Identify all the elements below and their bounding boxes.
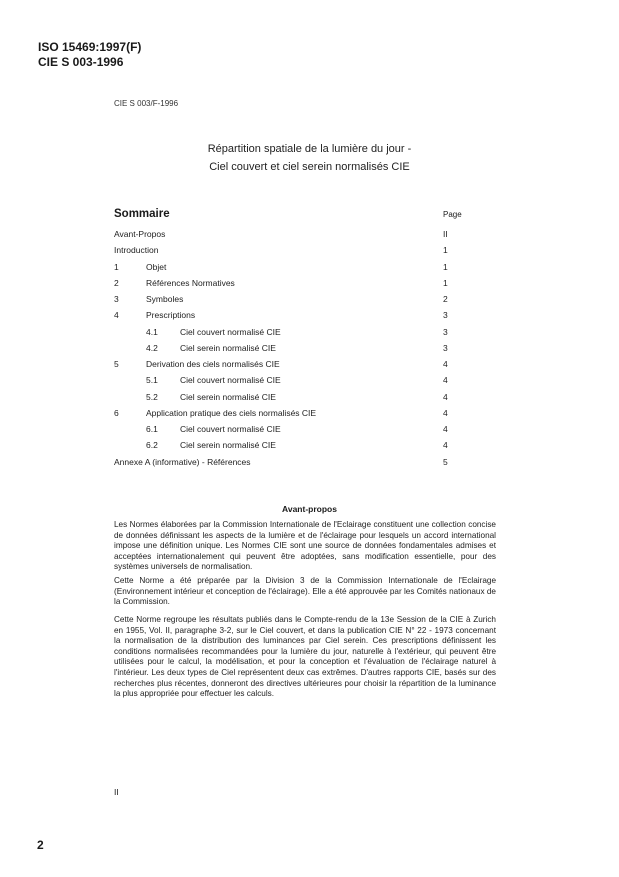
- toc-entry: [0, 276, 619, 290]
- toc-entry: [0, 292, 619, 306]
- toc-entry: [0, 390, 619, 404]
- toc-entry: [0, 406, 619, 420]
- toc-entry-page: 4: [443, 391, 448, 402]
- toc-entry-label: Prescriptions: [146, 310, 196, 321]
- toc-entry-label: Ciel couvert normalisé CIE: [180, 375, 281, 386]
- avant-propos-paragraph: Cette Norme regroupe les résultats publiés dans le Compte-rendu de la 13e Session de la CIE à Zurich en 1955, Vol. II, paragraphe 3-2, sur le Ciel couvert, et dans la publication CIE N° 22 - 1973 concernant la normalisation de la distribution des luminances par Ciel serein. Ces prescriptions définissent les conditions normalisées recommandées pour la lumière du jour, naturelle à l'extérieur, qui peuvent être utilisées pour le calcul, la modélisation, et pour la conception et l'évaluation de l'éclairage naturel à l'intérieur. Les deux types de Ciel représentent deux cas extrêmes. D'autres rapports CIE, basés sur des recherches plus récentes, donneront des directives ultérieures pour choisir la répartition de la luminance la plus appropriée pour effectuer les calculs.: [114, 615, 496, 699]
- toc-entry-page: 1: [443, 245, 448, 256]
- toc-entry-number: 6.2: [146, 440, 158, 451]
- toc-entry-number: 6.1: [146, 424, 158, 434]
- toc-entry-label: Introduction: [114, 245, 159, 256]
- avant-propos-heading: Avant-propos: [282, 504, 337, 514]
- toc-entry: [0, 455, 619, 469]
- toc-entry-page: 3: [443, 326, 448, 337]
- toc-entry-label: Références Normatives: [146, 277, 235, 288]
- toc-entry-number: 3: [114, 294, 119, 304]
- toc-entry-page: 4: [443, 440, 448, 451]
- toc-entry-label: Symboles: [146, 294, 184, 304]
- toc-entry-number: 4: [114, 310, 119, 321]
- toc-entry-number: 4.2: [146, 342, 158, 353]
- toc-entry-number: 6: [114, 407, 119, 418]
- toc-entry-page: 1: [443, 261, 448, 272]
- roman-page-number: II: [114, 787, 119, 797]
- toc-entry-label: Annexe A (informative) - Références: [114, 456, 251, 467]
- toc-entry: [0, 373, 619, 387]
- title-line-2: Ciel couvert et ciel serein normalisés CIE: [209, 161, 410, 173]
- toc-entry-page: 3: [443, 342, 448, 353]
- toc-entry-label: Ciel serein normalisé CIE: [180, 440, 276, 451]
- toc-entry: [0, 227, 619, 241]
- toc-entry-label: Application pratique des ciels normalisés CIE: [146, 407, 317, 418]
- toc-entry: [0, 357, 619, 371]
- toc-entry-number: 1: [114, 261, 119, 272]
- avant-propos-paragraph: Les Normes élaborées par la Commission Internationale de l'Eclairage constituent une collection concise de données définissant les aspects de la lumière et de l'éclairage pour lesquels un accord international impose une définition unique. Les Normes CIE sont une source de données fondamentales admises et acceptées internationalement qui peuvent être adoptées, sans modification essentielle, pour des systèmes universels de normalisation.: [114, 520, 496, 572]
- header-iso: ISO 15469:1997(F): [38, 40, 142, 54]
- toc-entry-number: 4.1: [146, 326, 158, 337]
- toc-entry: [0, 308, 619, 322]
- toc-entry: [0, 260, 619, 274]
- toc-entry-page: 1: [443, 277, 448, 288]
- toc-entry-label: Ciel serein normalisé CIE: [180, 342, 276, 353]
- toc-heading: Sommaire: [114, 208, 170, 220]
- document-reference: CIE S 003/F-1996: [114, 99, 179, 108]
- toc-entry-page: 4: [443, 375, 448, 386]
- toc-entry-page: 4: [443, 359, 448, 369]
- toc-entry-number: 2: [114, 277, 119, 288]
- toc-entry: [0, 325, 619, 339]
- title-line-1: Répartition spatiale de la lumière du jour -: [207, 143, 412, 155]
- toc-entry: [0, 438, 619, 452]
- toc-entry-number: 5: [114, 359, 119, 369]
- toc-entry-page: 4: [443, 407, 448, 418]
- toc-entry: [0, 341, 619, 355]
- avant-propos-paragraph: Cette Norme a été préparée par la Division 3 de la Commission Internationale de l'Eclairage (Environnement intérieur et conception de l'éclairage). Elle a été approuvée par les Comités nationaux de la Commission.: [114, 576, 496, 607]
- toc-entry-label: Ciel serein normalisé CIE: [180, 391, 276, 402]
- toc-entry-page: 5: [443, 456, 448, 467]
- toc-entry-label: Ciel couvert normalisé CIE: [180, 424, 281, 434]
- toc-page-label: Page: [443, 210, 462, 219]
- toc-entry-label: Derivation des ciels normalisés CIE: [146, 359, 280, 369]
- toc-entry-label: Objet: [146, 261, 167, 272]
- toc-entry-number: 5.1: [146, 375, 158, 386]
- toc-entry-label: Ciel couvert normalisé CIE: [180, 326, 281, 337]
- toc-entry: [0, 243, 619, 257]
- header-cie: CIE S 003-1996: [38, 55, 124, 69]
- toc-entry-page: II: [443, 229, 448, 239]
- toc-entry-page: 4: [443, 424, 448, 434]
- toc-entry: [0, 422, 619, 436]
- page-number: 2: [37, 838, 44, 852]
- toc-entry-page: 2: [443, 294, 448, 304]
- toc-entry-page: 3: [443, 310, 448, 321]
- toc-entry-label: Avant-Propos: [114, 229, 166, 239]
- toc-entry-number: 5.2: [146, 391, 158, 402]
